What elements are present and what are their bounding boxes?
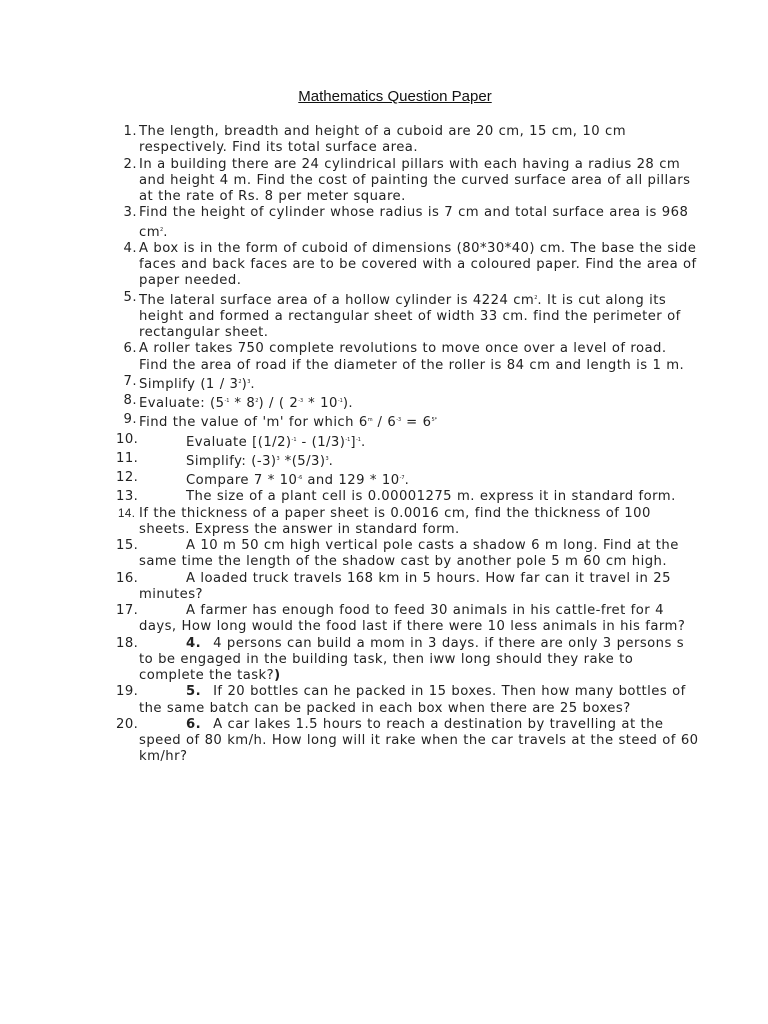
question-text-tail: and 129 * 10 <box>302 473 400 488</box>
superscript: 3 <box>276 455 280 462</box>
question-item <box>110 412 700 431</box>
question-text: A farmer has enough food to feed 30 animals in his cattle-fret for 4 days, How long would the food last if there were 10 less animals in his farm? <box>139 603 686 635</box>
question-text: A box is in the form of cuboid of dimensions (80*30*40) cm. The base the side faces and back faces are to be covered with a coloured paper. Find the area of paper needed. <box>139 240 697 289</box>
superscript: 2 <box>255 398 259 404</box>
question-number: 12. <box>116 470 139 485</box>
question-text: Find the value of 'm' for which 6 <box>139 415 368 431</box>
question-text: A roller takes 750 complete revolutions to move once over a level of road. Find the area of road if the diameter of the roller is 84 cm and length is 1 m. <box>139 341 685 373</box>
question-number: 15. <box>116 538 139 553</box>
question-item <box>110 157 700 206</box>
question-number: 1. <box>123 124 137 139</box>
superscript: -7 <box>399 475 405 481</box>
document-title: Mathematics Question Paper <box>298 88 492 105</box>
bold-paren: ) <box>274 668 281 683</box>
question-text-tail: ). <box>342 396 354 411</box>
superscript: 5* <box>431 417 438 424</box>
question-text: Compare 7 * 10 <box>186 473 298 488</box>
question-text: A car lakes 1.5 hours to reach a destination by travelling at the speed of 80 km/h. How long will it rake when the car travels at the steed of 60 km/hr? <box>139 716 699 765</box>
question-item <box>110 603 700 636</box>
superscript: -1 <box>345 436 351 443</box>
bold-subnumber: 5. <box>186 684 202 700</box>
question-text: Evaluate [(1/2) <box>186 434 292 450</box>
question-item <box>110 636 700 685</box>
question-text-tail: . <box>328 453 334 469</box>
question-number: 13. <box>116 489 139 505</box>
question-number: 20. <box>116 716 139 732</box>
question-item <box>110 470 700 489</box>
superscript: -1 <box>224 398 230 404</box>
question-list <box>110 124 700 766</box>
question-item <box>110 241 700 290</box>
question-text-tail: ) <box>241 376 248 392</box>
superscript: 2 <box>534 294 538 301</box>
question-text-tail: . <box>163 224 168 240</box>
question-text: The lateral surface area of a hollow cylinder is 4224 cm <box>139 292 535 308</box>
question-text-tail: . <box>404 473 410 488</box>
question-item <box>110 571 700 604</box>
question-number: 5. <box>123 289 137 305</box>
question-text-tail: / 6 <box>372 415 397 431</box>
superscript: -1 <box>291 436 297 443</box>
question-number: 14. <box>118 507 136 520</box>
question-item <box>110 290 700 342</box>
question-text: A 10 m 50 cm high vertical pole casts a shadow 6 m long. Find at the same time the length of the shadow cast by another pole 5 m 60 cm high. <box>139 538 679 570</box>
superscript: -6 <box>297 475 303 481</box>
superscript: -1 <box>337 398 343 404</box>
question-item <box>110 341 700 374</box>
question-number: 11. <box>116 450 139 466</box>
question-text: Simplify: (-3) <box>186 453 277 469</box>
bold-subnumber: 6. <box>186 716 202 732</box>
question-item <box>110 506 700 539</box>
question-text: 4 persons can build a mom in 3 days. if there are only 3 persons s to be engaged in the building task, then iww long should they rake to complete the task? <box>139 635 685 683</box>
question-text-tail: = 6 <box>401 415 432 431</box>
question-text: Find the height of cylinder whose radius is 7 cm and total surface area is 968 cm <box>139 205 689 240</box>
question-number: 18. <box>116 635 139 651</box>
question-number: 3. <box>123 205 137 221</box>
question-text: The length, breadth and height of a cuboid are 20 cm, 15 cm, 10 cm respectively. Find its total surface area. <box>139 124 627 156</box>
superscript: -3 <box>298 398 304 404</box>
question-item <box>110 717 700 766</box>
superscript: m <box>367 417 373 424</box>
question-text: If 20 bottles can he packed in 15 boxes. Then how many bottles of the same batch can be packed in each box when there are 25 boxes? <box>139 684 686 716</box>
question-text: Evaluate: (5 <box>139 396 225 411</box>
question-text-tail: - (1/3) <box>296 434 346 450</box>
question-item <box>110 432 700 451</box>
question-text: Simplify (1 / 3 <box>139 376 239 392</box>
question-text-tail: * 8 <box>229 396 256 411</box>
question-item <box>110 538 700 571</box>
question-number: 19. <box>116 684 139 700</box>
superscript: -1 <box>355 436 361 443</box>
question-number: 2. <box>123 156 137 172</box>
superscript: -3 <box>396 417 402 424</box>
question-number: 7. <box>123 373 137 389</box>
question-number: 4. <box>123 240 137 256</box>
question-text: In a building there are 24 cylindrical pillars with each having a radius 28 cm and height 4 m. Find the cost of painting the curved surface area of all pillars at the rate of Rs. 8 per meter square. <box>139 156 691 204</box>
question-text: The size of a plant cell is 0.00001275 m. express it in standard form. <box>186 489 676 505</box>
question-item <box>110 489 700 505</box>
question-text-tail: . It is cut along its height and formed a rectangular sheet of width 33 cm. find the perimeter of rectangular sheet. <box>139 292 681 340</box>
question-text-tail: * 10 <box>303 396 338 411</box>
question-text-tail: . <box>250 376 256 392</box>
question-number: 9. <box>123 412 137 428</box>
question-item <box>110 393 700 412</box>
question-number: 16. <box>116 570 139 586</box>
bold-subnumber: 4. <box>186 635 202 651</box>
question-text: If the thickness of a paper sheet is 0.0016 cm, find the thickness of 100 sheets. Express the answer in standard form. <box>139 505 651 537</box>
question-item <box>110 451 700 470</box>
question-text-tail: ] <box>350 434 356 450</box>
question-text-tail: . <box>360 434 366 450</box>
question-item <box>110 374 700 393</box>
question-text-tail: *(5/3) <box>279 453 326 469</box>
question-text: A loaded truck travels 168 km in 5 hours. How far can it travel in 25 minutes? <box>139 570 671 602</box>
question-number: 6. <box>123 341 137 357</box>
superscript: 2 <box>238 378 242 385</box>
question-number: 17. <box>116 603 139 618</box>
question-item <box>110 205 700 241</box>
question-number: 10. <box>116 431 139 447</box>
question-number: 8. <box>123 393 137 408</box>
superscript: 3 <box>247 378 251 385</box>
question-item <box>110 124 700 157</box>
question-item <box>110 684 700 717</box>
question-text-tail: ) / ( 2 <box>258 396 299 411</box>
superscript: 3 <box>325 455 329 462</box>
superscript: 2 <box>160 226 164 233</box>
